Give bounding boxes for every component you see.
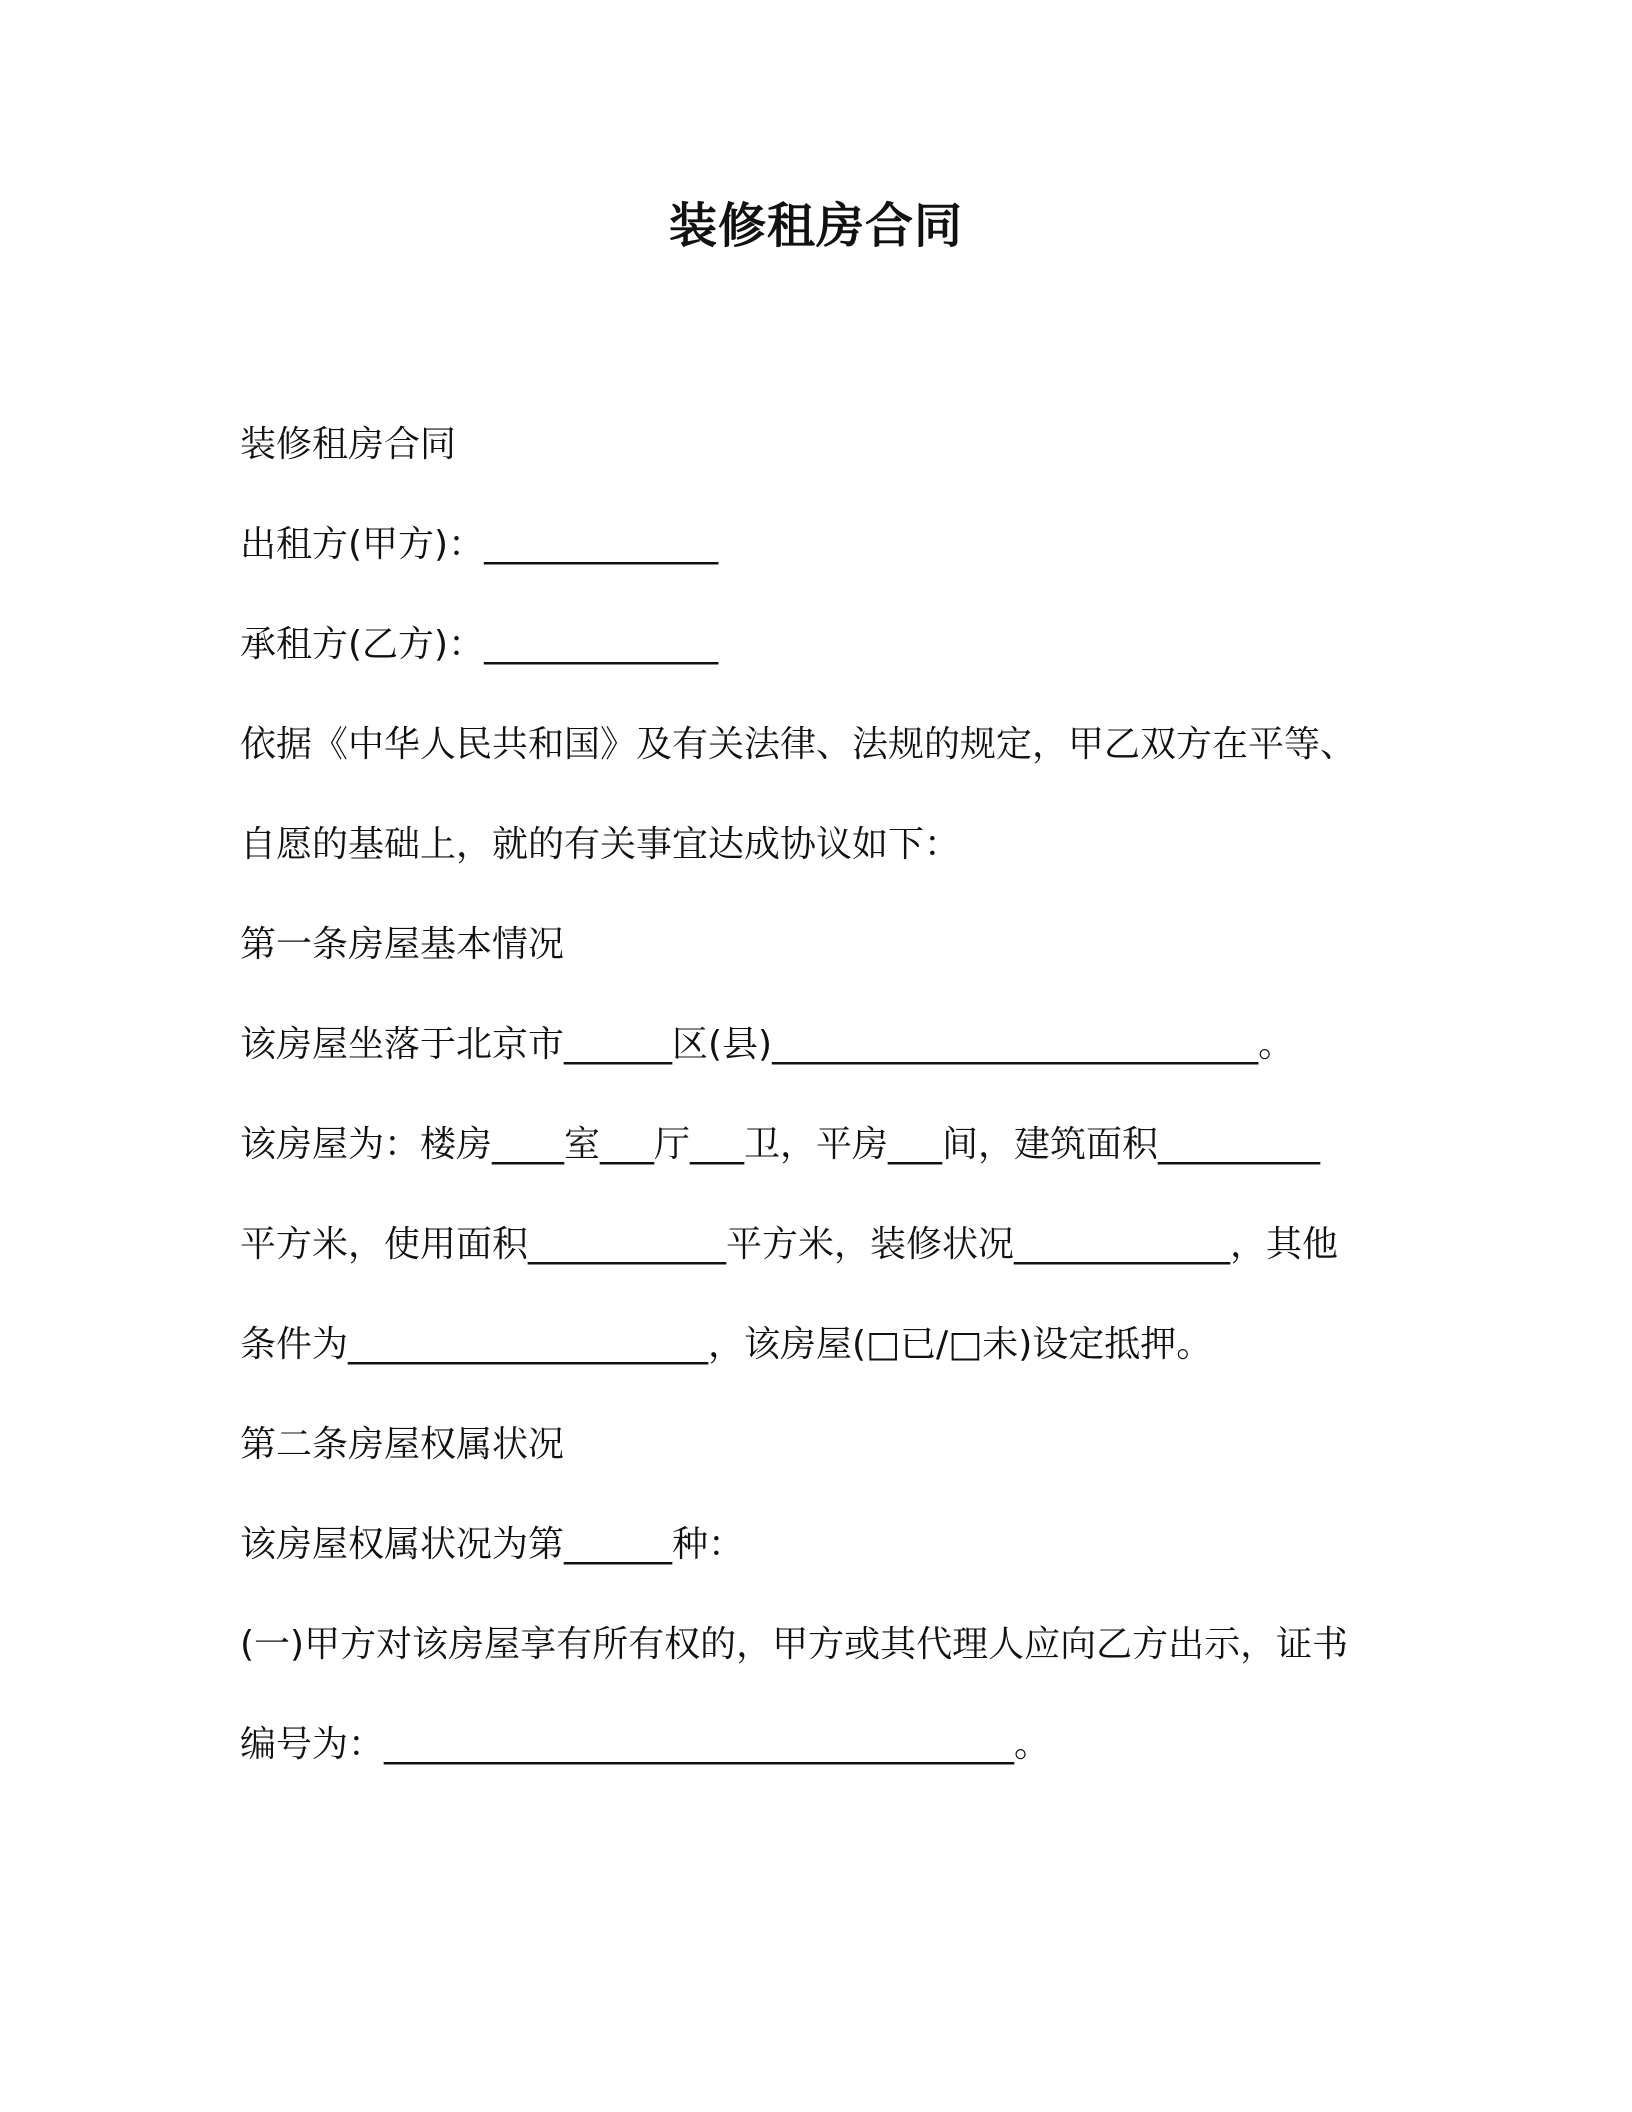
paragraph-line: 依据《中华人民共和国》及有关法律、法规的规定，甲乙双方在平等、 — [240, 724, 1357, 765]
paragraph-line: 条件为____________________，该房屋(□已/□未)设定抵押。 — [240, 1324, 1213, 1365]
paragraph-line: 平方米，使用面积___________平方米，装修状况____________，其他 — [240, 1224, 1339, 1265]
paragraph-line: 该房屋坐落于北京市______区(县)___________________________。 — [240, 1024, 1295, 1065]
paragraph-line: 自愿的基础上，就的有关事宜达成协议如下： — [240, 824, 961, 865]
paragraph-line: (一)甲方对该房屋享有所有权的，甲方或其代理人应向乙方出示，证书 — [240, 1624, 1349, 1665]
document-title: 装修租房合同 — [668, 198, 963, 254]
paragraph-line: 该房屋权属状况为第______种： — [240, 1524, 745, 1565]
lessee-line: 承租方(乙方)：_____________ — [240, 624, 719, 665]
section-heading: 第一条房屋基本情况 — [240, 924, 565, 965]
paragraph-line: 该房屋为：楼房____室___厅___卫，平房___间，建筑面积_________ — [240, 1124, 1321, 1165]
document-body — [240, 412, 1400, 1812]
section-heading: 第二条房屋权属状况 — [240, 1424, 565, 1465]
paragraph-line: 编号为：___________________________________。 — [240, 1724, 1051, 1765]
lessor-line: 出租方(甲方)：_____________ — [240, 524, 719, 565]
subtitle-line: 装修租房合同 — [240, 424, 457, 465]
